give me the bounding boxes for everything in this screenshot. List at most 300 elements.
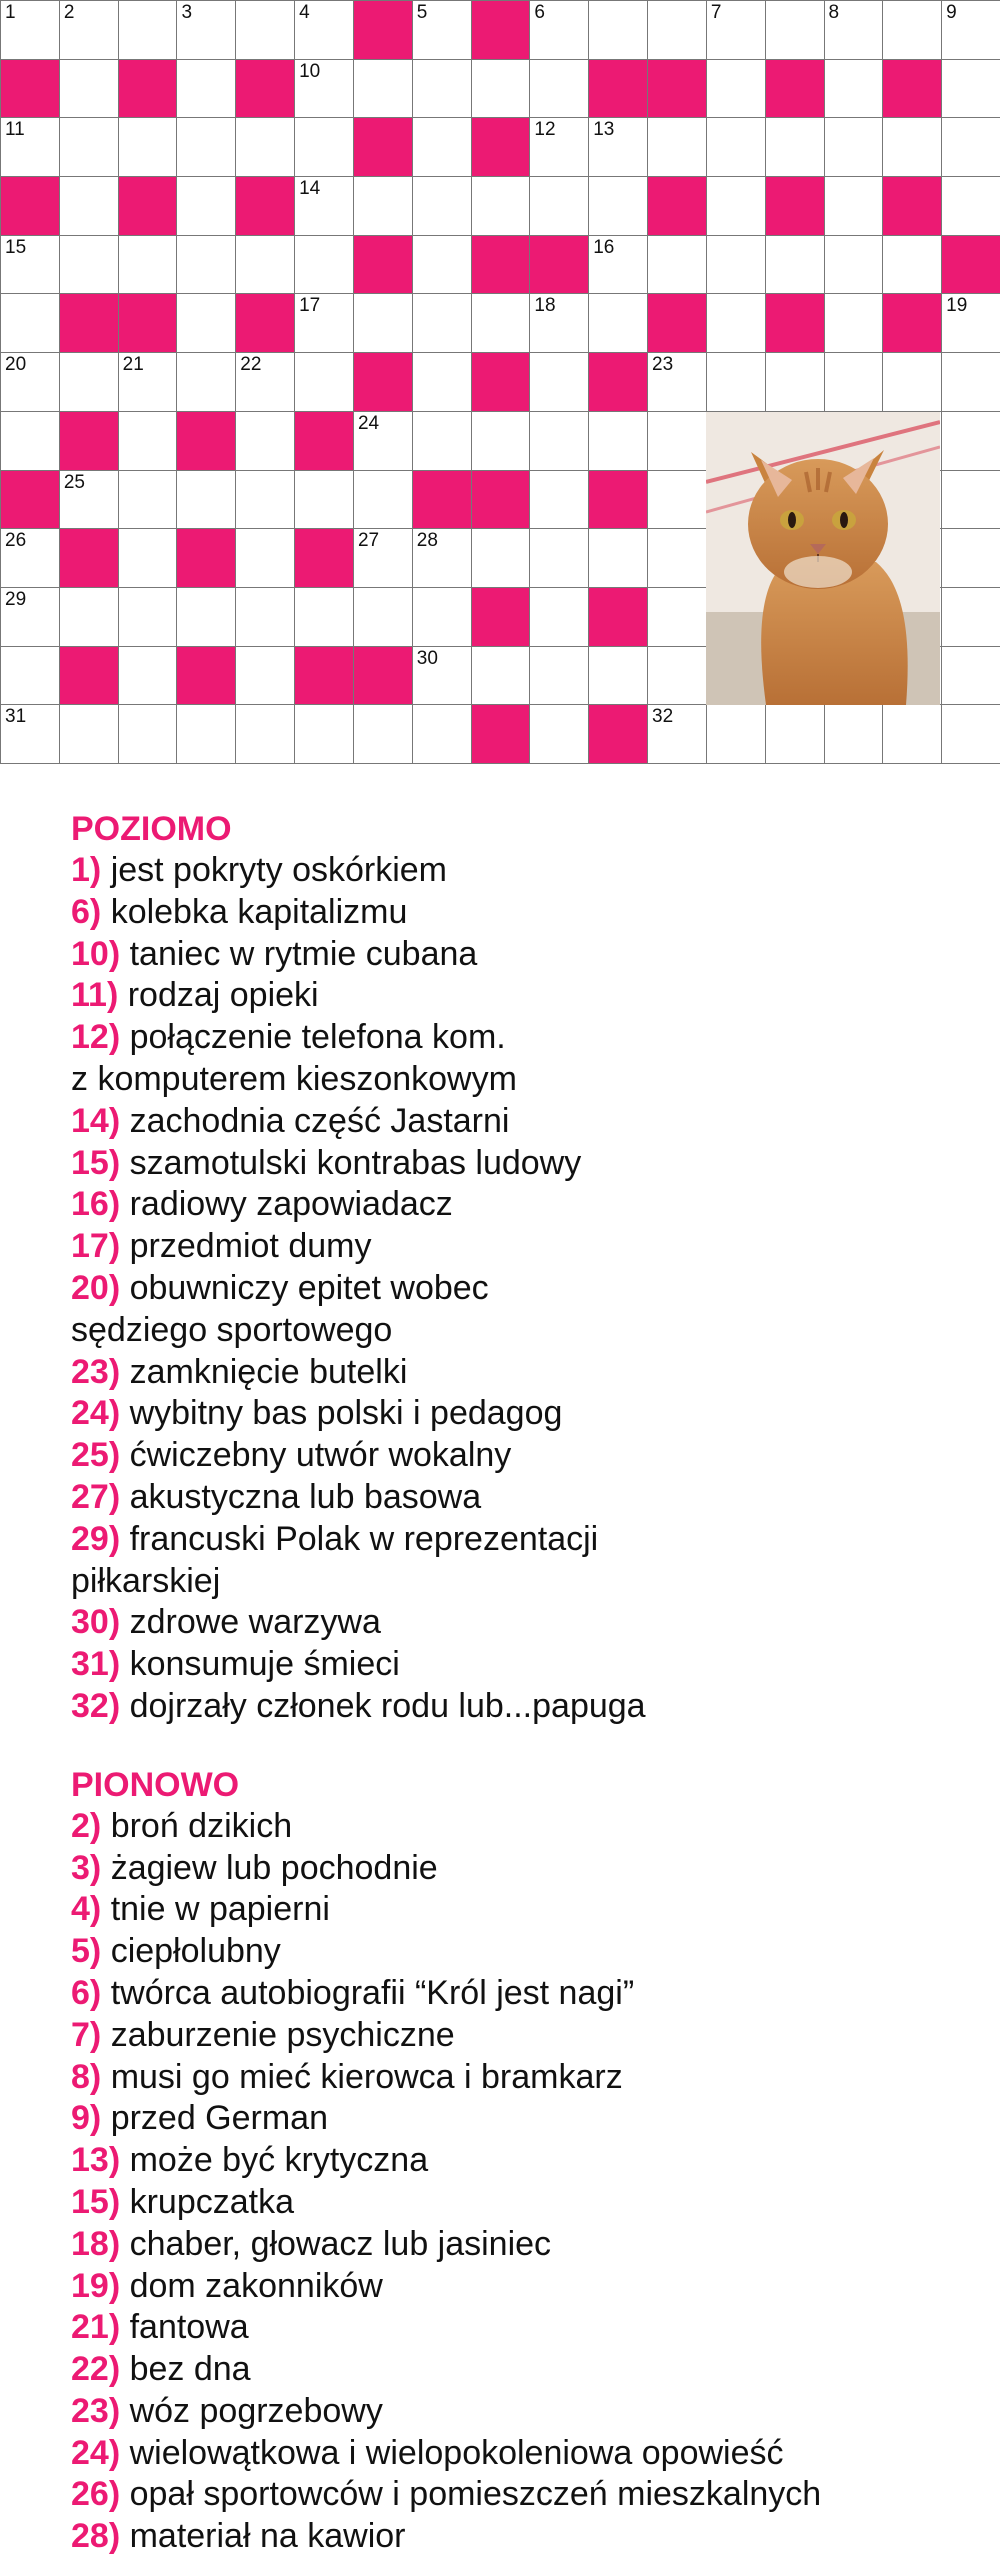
answer-cell[interactable] bbox=[118, 646, 178, 706]
answer-cell[interactable] bbox=[824, 59, 884, 119]
answer-cell[interactable] bbox=[647, 352, 707, 412]
clue-text: chaber, głowacz lub jasiniec bbox=[129, 2224, 552, 2263]
answer-cell[interactable] bbox=[706, 176, 766, 236]
answer-cell[interactable] bbox=[59, 587, 119, 647]
clue-text: może być krytyczna bbox=[129, 2141, 429, 2180]
answer-cell[interactable] bbox=[235, 470, 295, 530]
answer-cell[interactable] bbox=[647, 0, 707, 60]
answer-cell[interactable] bbox=[588, 528, 648, 588]
clue-text: obuwniczy epitet wobec bbox=[129, 1268, 489, 1307]
cell-number: 12 bbox=[534, 119, 556, 141]
clue-number: 28) bbox=[71, 2517, 121, 2556]
clue-number: 4) bbox=[71, 1890, 102, 1929]
black-cell bbox=[353, 646, 413, 706]
clue-text: broń dzikich bbox=[110, 1806, 293, 1845]
black-cell bbox=[471, 704, 531, 764]
black-cell bbox=[529, 235, 589, 295]
answer-cell[interactable] bbox=[471, 411, 531, 471]
answer-cell[interactable] bbox=[353, 411, 413, 471]
black-cell bbox=[647, 176, 707, 236]
black-cell bbox=[353, 0, 413, 60]
answer-cell[interactable] bbox=[647, 704, 707, 764]
answer-cell[interactable] bbox=[59, 352, 119, 412]
cell-number: 9 bbox=[946, 2, 957, 23]
answer-cell[interactable] bbox=[529, 587, 589, 647]
answer-cell[interactable] bbox=[529, 59, 589, 119]
answer-cell[interactable] bbox=[0, 235, 60, 295]
answer-cell[interactable] bbox=[412, 59, 472, 119]
answer-cell[interactable] bbox=[647, 528, 707, 588]
answer-cell[interactable] bbox=[647, 117, 707, 177]
answer-cell[interactable] bbox=[0, 528, 60, 588]
black-cell bbox=[882, 59, 942, 119]
answer-cell[interactable] bbox=[0, 0, 60, 60]
answer-cell[interactable] bbox=[294, 59, 354, 119]
answer-cell[interactable] bbox=[412, 293, 472, 353]
clue-text: szamotulski kontrabas ludowy bbox=[129, 1143, 582, 1182]
cell-number: 7 bbox=[710, 2, 722, 23]
answer-cell[interactable] bbox=[412, 646, 472, 706]
cell-number: 15 bbox=[5, 236, 27, 258]
answer-cell[interactable] bbox=[529, 176, 589, 236]
clue-text: twórca autobiografii “Król jest nagi” bbox=[110, 1973, 635, 2012]
answer-cell[interactable] bbox=[353, 470, 413, 530]
cell-number: 5 bbox=[416, 2, 428, 23]
down-clue bbox=[71, 1931, 971, 1973]
clue-text: zamknięcie butelki bbox=[129, 1352, 408, 1391]
answer-cell[interactable] bbox=[294, 704, 354, 764]
answer-cell[interactable] bbox=[529, 352, 589, 412]
answer-cell[interactable] bbox=[588, 293, 648, 353]
answer-cell[interactable] bbox=[176, 59, 236, 119]
answer-cell[interactable] bbox=[59, 0, 119, 60]
answer-cell[interactable] bbox=[0, 411, 60, 471]
answer-cell[interactable] bbox=[176, 235, 236, 295]
answer-cell[interactable] bbox=[471, 528, 531, 588]
black-cell bbox=[765, 59, 825, 119]
answer-cell[interactable] bbox=[824, 352, 884, 412]
answer-cell[interactable] bbox=[176, 293, 236, 353]
answer-cell[interactable] bbox=[529, 411, 589, 471]
answer-cell[interactable] bbox=[706, 235, 766, 295]
clue-number: 17) bbox=[71, 1227, 121, 1266]
answer-cell[interactable] bbox=[471, 646, 531, 706]
answer-cell[interactable] bbox=[176, 704, 236, 764]
clue-number: 27) bbox=[71, 1477, 121, 1516]
answer-cell[interactable] bbox=[235, 587, 295, 647]
answer-cell[interactable] bbox=[706, 293, 766, 353]
answer-cell[interactable] bbox=[765, 235, 825, 295]
answer-cell[interactable] bbox=[941, 470, 1000, 530]
answer-cell[interactable] bbox=[941, 352, 1000, 412]
clue-text: wóz pogrzebowy bbox=[129, 2391, 383, 2430]
clue-number: 1) bbox=[71, 851, 102, 889]
black-cell bbox=[235, 176, 295, 236]
answer-cell[interactable] bbox=[941, 528, 1000, 588]
clue-number: 24) bbox=[71, 1394, 121, 1433]
clue-number: 20) bbox=[71, 1268, 121, 1307]
black-cell bbox=[235, 293, 295, 353]
cell-number: 24 bbox=[357, 412, 380, 434]
answer-cell[interactable] bbox=[176, 587, 236, 647]
clue-number: 9) bbox=[71, 2099, 102, 2138]
answer-cell[interactable] bbox=[529, 704, 589, 764]
clue-text: dom zakonników bbox=[129, 2266, 383, 2305]
cell-number: 19 bbox=[946, 295, 968, 317]
black-cell bbox=[471, 470, 531, 530]
answer-cell[interactable] bbox=[294, 587, 354, 647]
answer-cell[interactable] bbox=[412, 117, 472, 177]
black-cell bbox=[294, 646, 354, 706]
cell-number: 28 bbox=[416, 530, 438, 552]
answer-cell[interactable] bbox=[118, 0, 178, 60]
answer-cell[interactable] bbox=[588, 646, 648, 706]
answer-cell[interactable] bbox=[529, 646, 589, 706]
black-cell bbox=[882, 293, 942, 353]
clue-text: kolebka kapitalizmu bbox=[110, 892, 408, 931]
black-cell bbox=[59, 411, 119, 471]
answer-cell[interactable] bbox=[176, 470, 236, 530]
answer-cell[interactable] bbox=[353, 59, 413, 119]
answer-cell[interactable] bbox=[59, 59, 119, 119]
answer-cell[interactable] bbox=[941, 59, 1000, 119]
answer-cell[interactable] bbox=[529, 0, 589, 60]
across-title: POZIOMO bbox=[71, 810, 232, 848]
cell-number: 29 bbox=[5, 588, 27, 610]
answer-cell[interactable] bbox=[0, 293, 60, 353]
answer-cell[interactable] bbox=[882, 0, 942, 60]
answer-cell[interactable] bbox=[353, 528, 413, 588]
clue-number: 6) bbox=[71, 892, 102, 931]
clue-number: 7) bbox=[71, 2015, 102, 2054]
answer-cell[interactable] bbox=[0, 117, 60, 177]
answer-cell[interactable] bbox=[235, 704, 295, 764]
answer-cell[interactable] bbox=[118, 704, 178, 764]
clue-text: akustyczna lub basowa bbox=[129, 1477, 482, 1516]
cell-number: 25 bbox=[63, 471, 85, 493]
black-cell bbox=[588, 59, 648, 119]
answer-cell[interactable] bbox=[647, 411, 707, 471]
answer-cell[interactable] bbox=[294, 470, 354, 530]
clue-number: 13) bbox=[71, 2141, 121, 2180]
clues-panel bbox=[71, 808, 971, 2558]
black-cell bbox=[765, 293, 825, 353]
clue-number: 14) bbox=[71, 1101, 121, 1140]
across-clue bbox=[71, 1017, 971, 1059]
answer-cell[interactable] bbox=[294, 0, 354, 60]
answer-cell[interactable] bbox=[706, 59, 766, 119]
across-clue bbox=[71, 1602, 971, 1644]
answer-cell[interactable] bbox=[471, 293, 531, 353]
answer-cell[interactable] bbox=[706, 352, 766, 412]
cell-number: 17 bbox=[299, 295, 321, 317]
answer-cell[interactable] bbox=[941, 411, 1000, 471]
answer-cell[interactable] bbox=[941, 0, 1000, 60]
cell-number: 4 bbox=[299, 2, 310, 23]
answer-cell[interactable] bbox=[529, 470, 589, 530]
answer-cell[interactable] bbox=[294, 117, 354, 177]
answer-cell[interactable] bbox=[941, 704, 1000, 764]
cell-number: 16 bbox=[593, 236, 615, 258]
clue-text: z komputerem kieszonkowym bbox=[71, 1059, 517, 1098]
clue-text: zaburzenie psychiczne bbox=[110, 2015, 455, 2054]
answer-cell[interactable] bbox=[588, 176, 648, 236]
answer-cell[interactable] bbox=[412, 587, 472, 647]
answer-cell[interactable] bbox=[765, 352, 825, 412]
answer-cell[interactable] bbox=[765, 0, 825, 60]
answer-cell[interactable] bbox=[588, 117, 648, 177]
answer-cell[interactable] bbox=[0, 704, 60, 764]
answer-cell[interactable] bbox=[176, 117, 236, 177]
answer-cell[interactable] bbox=[471, 59, 531, 119]
clue-text: fantowa bbox=[129, 2308, 249, 2347]
cell-number: 3 bbox=[181, 2, 193, 23]
black-cell bbox=[647, 59, 707, 119]
black-cell bbox=[882, 176, 942, 236]
across-clue bbox=[71, 1644, 971, 1686]
answer-cell[interactable] bbox=[59, 704, 119, 764]
cell-number: 10 bbox=[299, 60, 321, 82]
answer-cell[interactable] bbox=[353, 704, 413, 764]
answer-cell[interactable] bbox=[59, 176, 119, 236]
down-clue bbox=[71, 1848, 971, 1890]
black-cell bbox=[588, 704, 648, 764]
cell-number: 30 bbox=[416, 647, 438, 669]
clue-number: 30) bbox=[71, 1603, 121, 1642]
answer-cell[interactable] bbox=[647, 587, 707, 647]
answer-cell[interactable] bbox=[412, 176, 472, 236]
clue-text: radiowy zapowiadacz bbox=[129, 1185, 453, 1224]
clue-number: 15) bbox=[71, 2182, 121, 2221]
answer-cell[interactable] bbox=[353, 176, 413, 236]
clue-number: 29) bbox=[71, 1519, 121, 1558]
across-clue bbox=[71, 934, 971, 976]
answer-cell[interactable] bbox=[471, 176, 531, 236]
across-clue bbox=[71, 850, 971, 892]
black-cell bbox=[59, 293, 119, 353]
black-cell bbox=[0, 176, 60, 236]
black-cell bbox=[353, 352, 413, 412]
answer-cell[interactable] bbox=[765, 117, 825, 177]
answer-cell[interactable] bbox=[824, 176, 884, 236]
answer-cell[interactable] bbox=[882, 352, 942, 412]
down-title: PIONOWO bbox=[71, 1765, 240, 1804]
cat-illustration bbox=[706, 412, 940, 705]
answer-cell[interactable] bbox=[59, 117, 119, 177]
cell-number: 14 bbox=[299, 178, 321, 200]
answer-cell[interactable] bbox=[824, 704, 884, 764]
down-clue bbox=[71, 2349, 971, 2391]
answer-cell[interactable] bbox=[412, 0, 472, 60]
black-cell bbox=[471, 352, 531, 412]
black-cell bbox=[59, 528, 119, 588]
black-cell bbox=[294, 528, 354, 588]
clue-text: jest pokryty oskórkiem bbox=[110, 851, 448, 889]
black-cell bbox=[588, 587, 648, 647]
cell-number: 20 bbox=[5, 354, 27, 376]
answer-cell[interactable] bbox=[412, 352, 472, 412]
answer-cell[interactable] bbox=[882, 704, 942, 764]
answer-cell[interactable] bbox=[647, 470, 707, 530]
across-clue bbox=[71, 892, 971, 934]
black-cell bbox=[588, 470, 648, 530]
answer-cell[interactable] bbox=[353, 293, 413, 353]
answer-cell[interactable] bbox=[235, 235, 295, 295]
answer-cell[interactable] bbox=[706, 0, 766, 60]
answer-cell[interactable] bbox=[824, 117, 884, 177]
answer-cell[interactable] bbox=[824, 235, 884, 295]
across-clue bbox=[71, 1226, 971, 1268]
clue-number: 10) bbox=[71, 934, 121, 973]
clue-text: konsumuje śmieci bbox=[129, 1645, 400, 1684]
answer-cell[interactable] bbox=[588, 0, 648, 60]
answer-cell[interactable] bbox=[176, 352, 236, 412]
answer-cell[interactable] bbox=[0, 587, 60, 647]
across-clue bbox=[71, 1393, 971, 1435]
across-clue bbox=[71, 1435, 971, 1477]
cell-number: 2 bbox=[63, 2, 75, 23]
answer-cell[interactable] bbox=[941, 293, 1000, 353]
answer-cell[interactable] bbox=[59, 235, 119, 295]
answer-cell[interactable] bbox=[588, 235, 648, 295]
down-clue bbox=[71, 2474, 971, 2516]
answer-cell[interactable] bbox=[118, 117, 178, 177]
answer-cell[interactable] bbox=[941, 646, 1000, 706]
answer-cell[interactable] bbox=[529, 117, 589, 177]
clue-text: ciepłolubny bbox=[110, 1932, 281, 1971]
across-section bbox=[71, 808, 971, 1728]
clue-number: 23) bbox=[71, 1352, 121, 1391]
answer-cell[interactable] bbox=[412, 528, 472, 588]
down-clue bbox=[71, 2307, 971, 2349]
clue-number: 26) bbox=[71, 2475, 121, 2514]
clue-text: taniec w rytmie cubana bbox=[129, 934, 478, 973]
down-clue bbox=[71, 2182, 971, 2224]
answer-cell[interactable] bbox=[0, 646, 60, 706]
across-clue bbox=[71, 1310, 971, 1352]
answer-cell[interactable] bbox=[235, 117, 295, 177]
answer-cell[interactable] bbox=[235, 411, 295, 471]
across-clue-list bbox=[71, 850, 971, 1728]
black-cell bbox=[294, 411, 354, 471]
clue-text: tnie w papierni bbox=[110, 1890, 330, 1929]
answer-cell[interactable] bbox=[294, 293, 354, 353]
across-clue bbox=[71, 1184, 971, 1226]
answer-cell[interactable] bbox=[353, 587, 413, 647]
cell-number: 21 bbox=[122, 354, 144, 376]
answer-cell[interactable] bbox=[118, 470, 178, 530]
down-clue bbox=[71, 2224, 971, 2266]
answer-cell[interactable] bbox=[941, 587, 1000, 647]
clue-text: przedmiot dumy bbox=[129, 1227, 372, 1266]
across-clue bbox=[71, 1519, 971, 1561]
answer-cell[interactable] bbox=[412, 235, 472, 295]
black-cell bbox=[0, 59, 60, 119]
down-clue bbox=[71, 2516, 971, 2558]
black-cell bbox=[471, 117, 531, 177]
across-clue bbox=[71, 975, 971, 1017]
clue-text: żagiew lub pochodnie bbox=[110, 1848, 438, 1887]
answer-cell[interactable] bbox=[235, 528, 295, 588]
clue-number: 23) bbox=[71, 2391, 121, 2430]
answer-cell[interactable] bbox=[235, 0, 295, 60]
answer-cell[interactable] bbox=[176, 176, 236, 236]
answer-cell[interactable] bbox=[529, 293, 589, 353]
answer-cell[interactable] bbox=[882, 117, 942, 177]
clue-number: 32) bbox=[71, 1686, 121, 1725]
clue-text: krupczatka bbox=[129, 2182, 294, 2221]
across-clue bbox=[71, 1352, 971, 1394]
answer-cell[interactable] bbox=[647, 235, 707, 295]
answer-cell[interactable] bbox=[176, 0, 236, 60]
clue-number: 15) bbox=[71, 1143, 121, 1182]
answer-cell[interactable] bbox=[647, 646, 707, 706]
answer-cell[interactable] bbox=[706, 117, 766, 177]
down-clue bbox=[71, 2433, 971, 2475]
answer-cell[interactable] bbox=[941, 117, 1000, 177]
answer-cell[interactable] bbox=[765, 704, 825, 764]
clue-number: 2) bbox=[71, 1806, 102, 1845]
clue-number: 22) bbox=[71, 2350, 121, 2389]
answer-cell[interactable] bbox=[824, 293, 884, 353]
clue-text: połączenie telefona kom. bbox=[129, 1018, 506, 1057]
down-clue bbox=[71, 1889, 971, 1931]
answer-cell[interactable] bbox=[294, 235, 354, 295]
answer-cell[interactable] bbox=[412, 411, 472, 471]
answer-cell[interactable] bbox=[294, 352, 354, 412]
answer-cell[interactable] bbox=[235, 352, 295, 412]
black-cell bbox=[471, 0, 531, 60]
down-clue-list bbox=[71, 1806, 971, 2558]
answer-cell[interactable] bbox=[588, 411, 648, 471]
answer-cell[interactable] bbox=[294, 176, 354, 236]
answer-cell[interactable] bbox=[118, 587, 178, 647]
black-cell bbox=[471, 587, 531, 647]
answer-cell[interactable] bbox=[529, 528, 589, 588]
clue-number: 18) bbox=[71, 2224, 121, 2263]
cat-photo bbox=[706, 412, 940, 705]
clue-number: 25) bbox=[71, 1436, 121, 1475]
black-cell bbox=[353, 235, 413, 295]
across-clue bbox=[71, 1101, 971, 1143]
cell-number: 11 bbox=[5, 119, 25, 141]
black-cell bbox=[118, 176, 178, 236]
black-cell bbox=[118, 293, 178, 353]
clue-text: zdrowe warzywa bbox=[129, 1603, 381, 1642]
black-cell bbox=[412, 470, 472, 530]
black-cell bbox=[118, 59, 178, 119]
answer-cell[interactable] bbox=[118, 528, 178, 588]
clue-text: ćwiczebny utwór wokalny bbox=[129, 1436, 512, 1475]
across-clue bbox=[71, 1268, 971, 1310]
answer-cell[interactable] bbox=[412, 704, 472, 764]
answer-cell[interactable] bbox=[118, 352, 178, 412]
clue-text: wybitny bas polski i pedagog bbox=[129, 1394, 563, 1433]
clue-number: 6) bbox=[71, 1973, 102, 2012]
answer-cell[interactable] bbox=[118, 411, 178, 471]
answer-cell[interactable] bbox=[706, 704, 766, 764]
answer-cell[interactable] bbox=[235, 646, 295, 706]
answer-cell[interactable] bbox=[59, 470, 119, 530]
answer-cell[interactable] bbox=[882, 235, 942, 295]
clue-text: zachodnia część Jastarni bbox=[129, 1101, 510, 1140]
answer-cell[interactable] bbox=[0, 352, 60, 412]
answer-cell[interactable] bbox=[824, 0, 884, 60]
black-cell bbox=[588, 352, 648, 412]
answer-cell[interactable] bbox=[118, 235, 178, 295]
across-clue bbox=[71, 1686, 971, 1728]
answer-cell[interactable] bbox=[941, 176, 1000, 236]
